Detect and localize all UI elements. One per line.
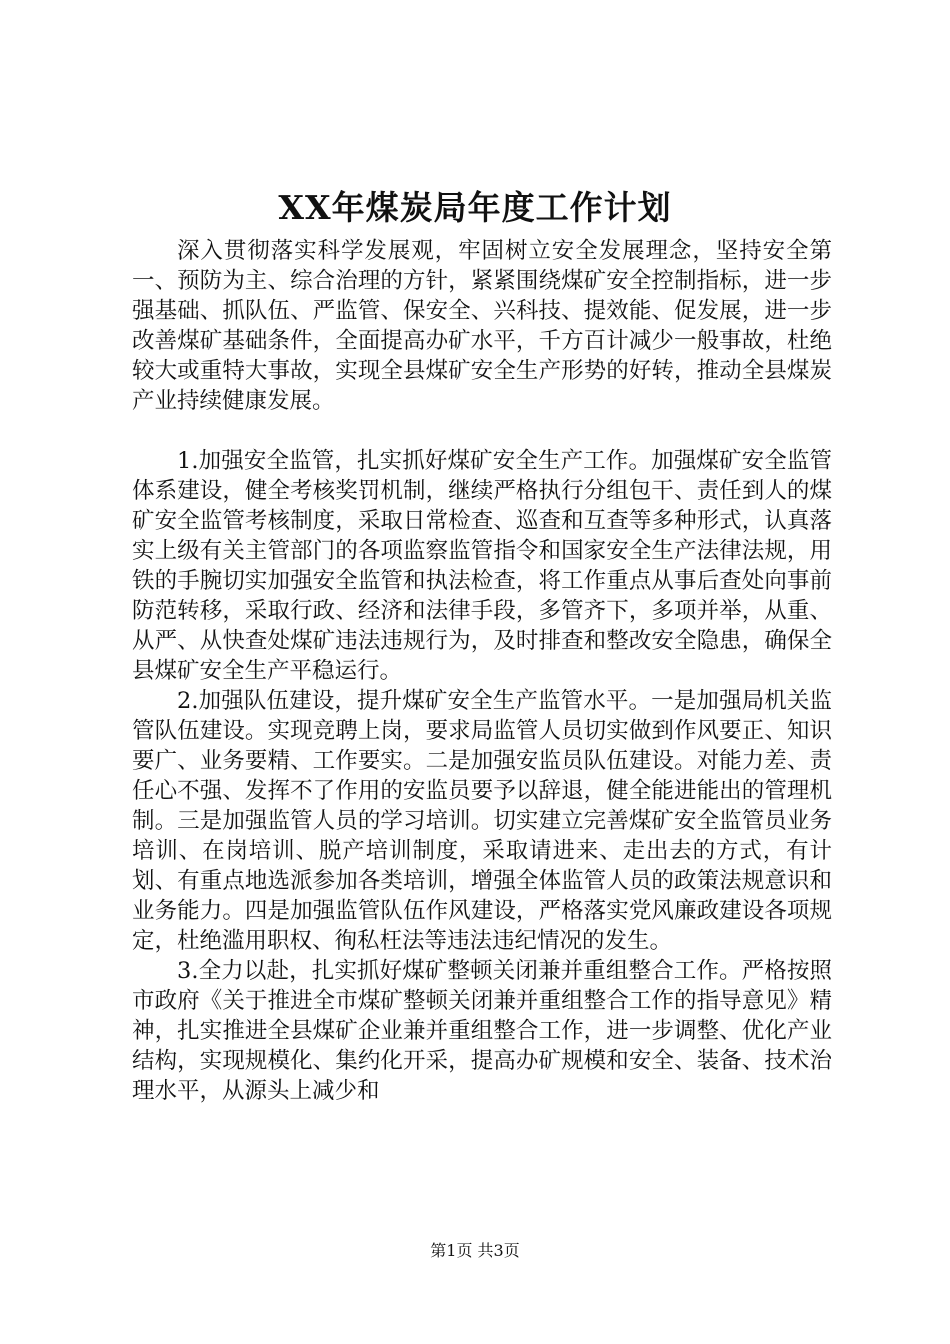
- paragraph-item-3: 3.全力以赴，扎实抓好煤矿整顿关闭兼并重组整合工作。严格按照市政府《关于推进全市煤矿整顿关闭兼并重组整合工作的指导意见》精神，扎实推进全县煤矿企业兼并重组整合工作，进一步调整、优化产业结构，实现规模化、集约化开采，提高办矿规模和安全、装备、技术治理水平，从源头上减少和: [132, 958, 832, 1104]
- document-body: [132, 236, 832, 1106]
- paragraph-item-2: 2.加强队伍建设，提升煤矿安全生产监管水平。一是加强局机关监管队伍建设。实现竞聘上岗，要求局监管人员切实做到作风要正、知识要广、业务要精、工作要实。二是加强安监员队伍建设。对能力差、责任心不强、发挥不了作用的安监员要予以辞退，健全能进能出的管理机制。三是加强监管人员的学习培训。切实建立完善煤矿安全监管员业务培训、在岗培训、脱产培训制度，采取请进来、走出去的方式，有计划、有重点地选派参加各类培训，增强全体监管人员的政策法规意识和业务能力。四是加强监管队伍作风建设，严格落实党风廉政建设各项规定，杜绝滥用职权、徇私枉法等违法违纪情况的发生。: [132, 688, 832, 954]
- document-title: XX年煤炭局年度工作计划: [278, 188, 672, 227]
- page-footer: 第1页 共3页: [430, 1241, 520, 1260]
- paragraph-item-1: 1.加强安全监管，扎实抓好煤矿安全生产工作。加强煤矿安全监管体系建设，健全考核奖罚机制，继续严格执行分组包干、责任到人的煤矿安全监管考核制度，采取日常检查、巡查和互查等多种形式，认真落实上级有关主管部门的各项监察监管指令和国家安全生产法律法规，用铁的手腕切实加强安全监管和执法检查，将工作重点从事后查处向事前防范转移，采取行政、经济和法律手段，多管齐下，多项并举，从重、从严、从快查处煤矿违法违规行为，及时排查和整改安全隐患，确保全县煤矿安全生产平稳运行。: [132, 448, 832, 684]
- paragraph-intro: 深入贯彻落实科学发展观，牢固树立安全发展理念，坚持安全第一、预防为主、综合治理的方针，紧紧围绕煤矿安全控制指标，进一步强基础、抓队伍、严监管、保安全、兴科技、提效能、促发展，进一步改善煤矿基础条件，全面提高办矿水平，千方百计减少一般事故，杜绝较大或重特大事故，实现全县煤矿安全生产形势的好转，推动全县煤炭产业持续健康发展。: [132, 238, 832, 414]
